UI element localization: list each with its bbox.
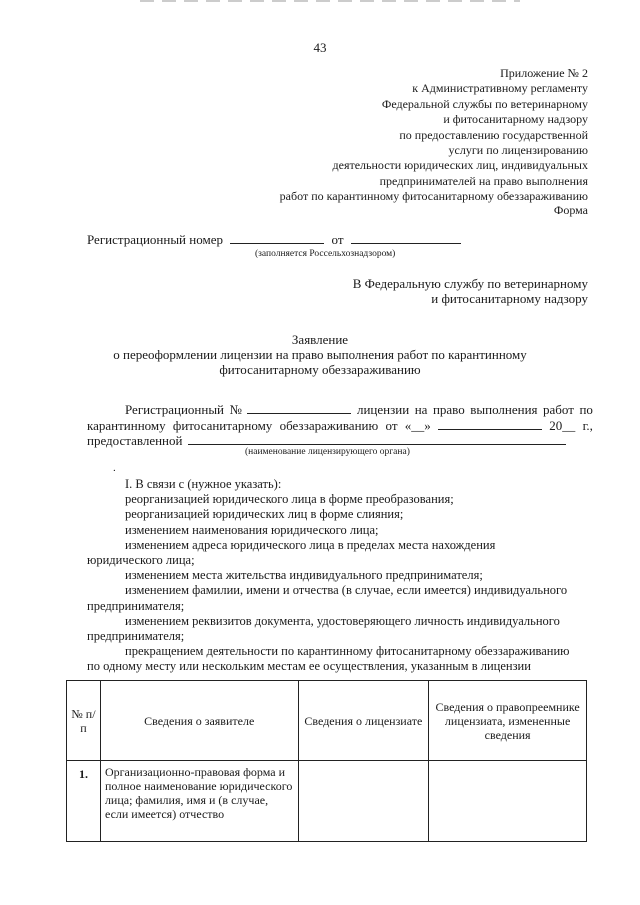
reason-item-cont: по одному месту или нескольким местам ее осуществления, указанным в лицензии <box>87 659 531 674</box>
license-day-field[interactable]: «__» <box>404 417 431 433</box>
word: лицензии <box>356 402 410 417</box>
registration-from-label: от <box>331 232 344 247</box>
row-number: 1. <box>67 761 101 842</box>
license-year-field[interactable]: 20__ <box>549 417 576 433</box>
title-heading: Заявление <box>291 332 349 347</box>
page-number: 43 <box>313 40 327 55</box>
appendix-line: Федеральной службы по ветеринарному <box>381 96 588 111</box>
row-successor-cell[interactable] <box>429 761 587 842</box>
row-applicant-info: Организационно-правовая форма и полное наименование юридического лица; фамилия, имя и (в случае, если имеется) отчество <box>100 761 298 842</box>
appendix-header <box>168 66 588 205</box>
registration-number-field[interactable] <box>230 232 324 244</box>
title-line: о переоформлении лицензии на право выполнения работ по карантинному <box>113 347 527 362</box>
reason-item-cont: предпринимателя; <box>87 598 185 613</box>
header-number: № п/п <box>67 681 101 761</box>
header-successor: Сведения о правопреемнике лицензиата, измененные сведения <box>429 681 587 761</box>
word: фитосанитарному <box>172 417 273 433</box>
license-line-1 <box>87 402 593 418</box>
word: карантинному <box>87 417 166 433</box>
registration-note: (заполняется Россельхознадзором) <box>255 249 396 259</box>
registration-line <box>87 232 461 248</box>
registration-date-field[interactable] <box>351 232 461 244</box>
word: Регистрационный <box>125 402 225 417</box>
word: право <box>432 402 465 417</box>
reason-item: реорганизацией юридического лица в форме преобразования; <box>125 492 454 507</box>
appendix-line: и фитосанитарному надзору <box>443 112 588 127</box>
form-label: Форма <box>553 203 588 217</box>
header-applicant: Сведения о заявителе <box>100 681 298 761</box>
reason-item-cont: юридического лица; <box>87 553 195 568</box>
appendix-line: предпринимателей на право выполнения <box>379 173 588 188</box>
reasons-intro: I. В связи с (нужное указать): <box>125 477 282 491</box>
reason-item: изменением места жительства индивидуального предпринимателя; <box>125 568 483 583</box>
reason-item: изменением реквизитов документа, удостоверяющего личность индивидуального <box>125 613 560 628</box>
reason-item: изменением фамилии, имени и отчества (в случае, если имеется) индивидуального <box>125 583 568 598</box>
addressee-line: и фитосанитарному надзору <box>431 291 588 306</box>
appendix-line: работ по карантинному фитосанитарному обеззараживанию <box>279 189 588 204</box>
reason-item: прекращением деятельности по карантинному фитосанитарному обеззараживанию <box>125 644 570 659</box>
licensing-authority-field[interactable] <box>188 433 566 445</box>
word: № <box>229 402 242 417</box>
appendix-line: по предоставлению государственной <box>399 127 588 142</box>
word: выполнения <box>470 402 538 417</box>
reasons-list <box>87 477 597 675</box>
row-licensee-cell[interactable] <box>298 761 429 842</box>
appendix-line: Приложение № 2 <box>500 66 588 80</box>
license-month-field[interactable] <box>438 418 542 430</box>
word: предоставленной <box>87 433 183 448</box>
issuer-note: (наименование лицензирующего органа) <box>245 447 410 457</box>
document-title <box>40 332 600 377</box>
addressee-line: В Федеральную службу по ветеринарному <box>352 276 588 291</box>
registration-label: Регистрационный номер <box>87 232 223 247</box>
reason-item: реорганизацией юридических лиц в форме слияния; <box>125 507 404 522</box>
word: на <box>414 402 428 417</box>
scan-dot: . <box>113 462 116 474</box>
word: работ <box>543 402 574 417</box>
license-line-2 <box>87 418 593 434</box>
reason-item: изменением адреса юридического лица в пределах места нахождения <box>125 537 496 552</box>
reason-item-cont: предпринимателя; <box>87 629 185 644</box>
table-row <box>67 761 587 842</box>
appendix-line: к Административному регламенту <box>412 81 588 96</box>
license-number-field[interactable] <box>247 402 351 414</box>
title-line: фитосанитарному обеззараживанию <box>219 362 421 377</box>
scan-artifact <box>140 0 520 2</box>
table-header-row <box>67 681 587 761</box>
reason-item: изменением наименования юридического лица; <box>125 522 379 537</box>
word: по <box>579 402 593 417</box>
appendix-line: услуги по лицензированию <box>448 143 588 158</box>
word: от <box>385 417 398 433</box>
word: обеззараживанию <box>279 417 379 433</box>
appendix-line: деятельности юридических лиц, индивидуальных <box>332 158 588 173</box>
word: г., <box>582 417 593 433</box>
license-paragraph <box>87 402 593 449</box>
addressee <box>268 276 588 306</box>
header-licensee: Сведения о лицензиате <box>298 681 429 761</box>
applicant-info-table <box>66 680 587 842</box>
